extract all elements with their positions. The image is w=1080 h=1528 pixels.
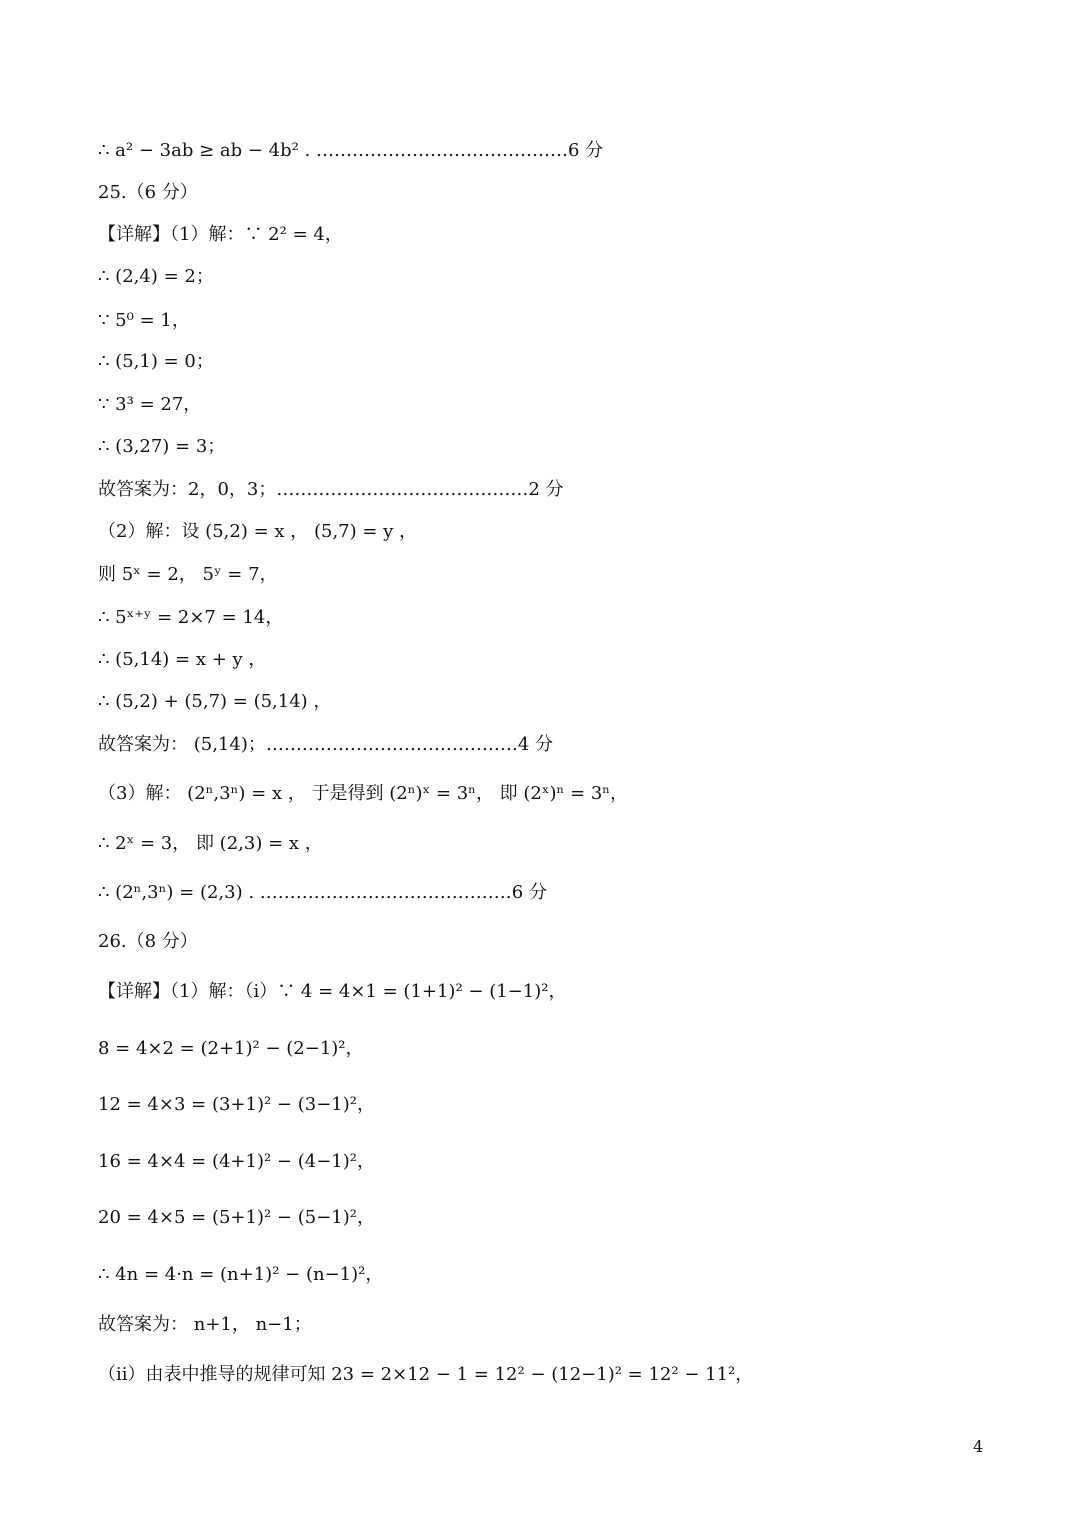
text-line: ∴ (5,2) + (5,7) = (5,14) ，: [98, 691, 332, 712]
text-line: ∴ a² − 3ab ≥ ab − 4b² . ……………………………………6 分: [98, 140, 604, 161]
text-line: （3）解： (2ⁿ,3ⁿ) = x ， 于是得到 (2ⁿ)ˣ = 3ⁿ， 即 (2ˣ)ⁿ = 3ⁿ，: [98, 783, 629, 804]
text-line: 【详解】（1）解：∵ 2² = 4，: [98, 224, 343, 245]
text-line: 12 = 4×3 = (3+1)² − (3−1)²，: [98, 1094, 375, 1115]
page-number: 4: [973, 1437, 984, 1456]
text-line: （ii）由表中推导的规律可知 23 = 2×12 − 1 = 12² − (12−1)² = 12² − 11²，: [98, 1364, 754, 1385]
text-line: 16 = 4×4 = (4+1)² − (4−1)²，: [98, 1151, 375, 1172]
text-line: （2）解：设 (5,2) = x ， (5,7) = y ，: [98, 521, 418, 542]
text-line: ∴ (3,27) = 3；: [98, 436, 226, 457]
text-line: 故答案为：2，0，3；……………………………………2 分: [98, 479, 564, 500]
text-line: ∴ (2ⁿ,3ⁿ) = (2,3) . ……………………………………6 分: [98, 882, 547, 903]
text-line: ∴ (2,4) = 2；: [98, 266, 214, 287]
text-line: 则 5ˣ = 2， 5ʸ = 7，: [98, 564, 278, 585]
text-line: ∵ 5⁰ = 1，: [98, 310, 190, 331]
text-line: ∴ 5ˣ⁺ʸ = 2×7 = 14，: [98, 607, 284, 628]
text-line: 故答案为： (5,14)；……………………………………4 分: [98, 734, 554, 755]
text-line: ∴ (5,14) = x + y ，: [98, 649, 267, 670]
text-line: ∴ 2ˣ = 3， 即 (2,3) = x ，: [98, 833, 323, 854]
text-line: 8 = 4×2 = (2+1)² − (2−1)²，: [98, 1038, 364, 1059]
text-line: 故答案为： n+1， n−1；: [98, 1314, 312, 1335]
text-line: 【详解】（1）解：（i）∵ 4 = 4×1 = (1+1)² − (1−1)²，: [98, 981, 567, 1002]
text-line: ∵ 3³ = 27，: [98, 394, 202, 415]
text-line: 20 = 4×5 = (5+1)² − (5−1)²，: [98, 1207, 375, 1228]
text-line: ∴ 4n = 4·n = (n+1)² − (n−1)²，: [98, 1264, 384, 1285]
text-line: ∴ (5,1) = 0；: [98, 351, 214, 372]
question-heading: 25.（6 分）: [98, 182, 198, 203]
question-heading: 26.（8 分）: [98, 931, 198, 952]
